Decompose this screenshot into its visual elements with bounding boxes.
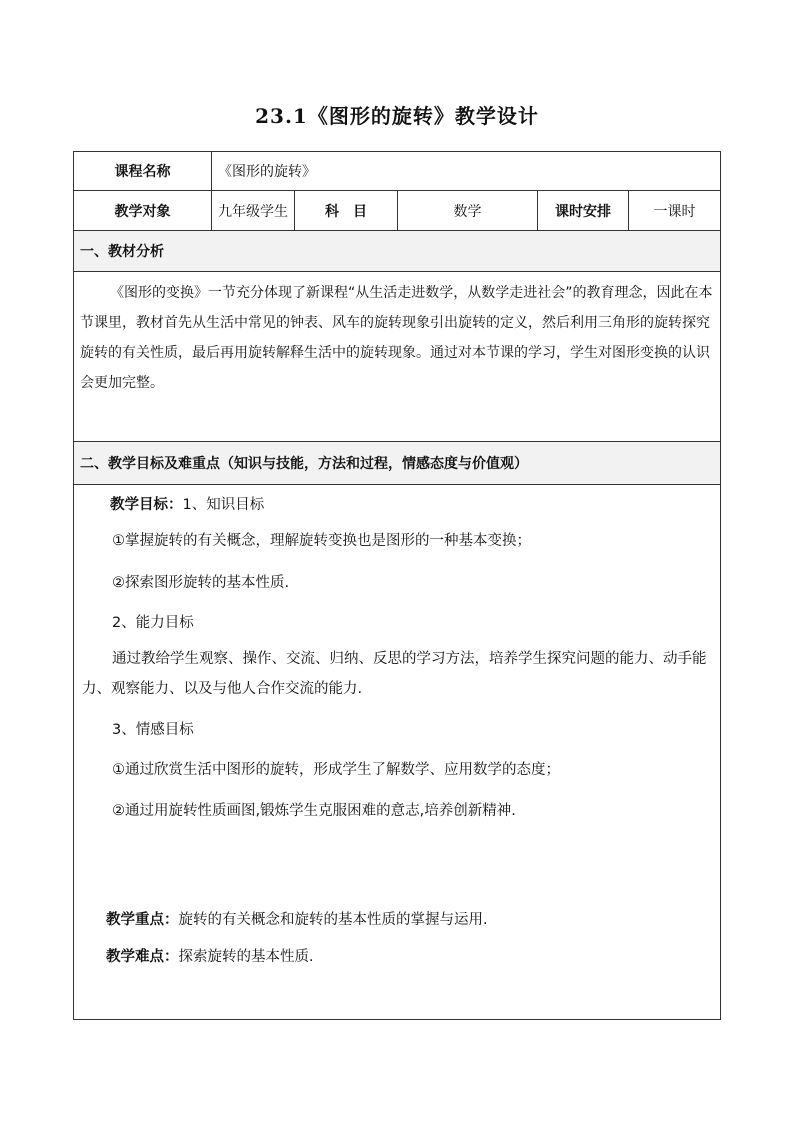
course-name-value: 《图形的旋转》 — [212, 152, 721, 191]
subject-label: 科 目 — [295, 191, 398, 231]
section2-body-row — [74, 485, 721, 1020]
difficulty-line — [106, 945, 314, 966]
key-point-line — [106, 908, 488, 929]
target-value: 九年级学生 — [212, 191, 295, 231]
difficulty-text: 探索旋转的基本性质. — [178, 949, 314, 965]
hours-value: 一课时 — [629, 191, 721, 231]
goal1-item-a: ①掌握旋转的有关概念，理解旋转变换也是图形的一种基本变换； — [112, 533, 531, 549]
subject-value: 数学 — [398, 191, 538, 231]
course-name-row — [74, 152, 721, 191]
course-info-row — [74, 191, 721, 231]
goal2-body: 通过教给学生观察、操作、交流、归纳、反思的学习方法，培养学生探究问题的能力、动手能力、观察能力、以及与他人合作交流的能力. — [82, 651, 707, 697]
section2-header-row — [74, 442, 721, 485]
section1-title: 一、教材分析 — [74, 231, 721, 272]
lesson-plan-table — [73, 151, 721, 1020]
section1-paragraph: 《图形的变换》一节充分体现了新课程“从生活走进数学，从数学走进社会”的教育理念，因此在本节课里，教材首先从生活中常见的钟表、风车的旋转现象引出旋转的定义，然后利用三角形的旋转探究旋转的有关性质，最后再用旋转解释生活中的旋转现象。通过对本节课的学习，学生对图形变换的认识会更加完整。 — [80, 285, 713, 391]
section1-body-row — [74, 272, 721, 442]
section2-body-cell — [74, 485, 721, 1020]
difficulty-label: 教学难点： — [106, 949, 179, 965]
key-point-label: 教学重点： — [106, 912, 179, 928]
goals-label: 教学目标： — [110, 497, 183, 513]
document-title: 23.1《图形的旋转》教学设计 — [255, 104, 539, 128]
hours-label: 课时安排 — [538, 191, 629, 231]
section1-body-cell — [74, 272, 721, 442]
goal3-title: 3、情感目标 — [112, 722, 194, 738]
section1-header-row — [74, 231, 721, 272]
goal3-item-b: ②通过用旋转性质画图,锻炼学生克服困难的意志,培养创新精神. — [112, 803, 516, 819]
goal2-title: 2、能力目标 — [112, 615, 194, 631]
goal1-title: 1、知识目标 — [182, 497, 265, 513]
course-name-label: 课程名称 — [74, 152, 212, 191]
goals-heading-line — [110, 493, 264, 514]
key-point-text: 旋转的有关概念和旋转的基本性质的掌握与运用. — [178, 912, 488, 928]
target-label: 教学对象 — [74, 191, 212, 231]
section2-title: 二、教学目标及难重点（知识与技能，方法和过程，情感态度与价值观） — [74, 442, 721, 485]
goal3-item-a: ①通过欣赏生活中图形的旋转，形成学生了解数学、应用数学的态度； — [112, 762, 560, 778]
goal1-item-b: ②探索图形旋转的基本性质. — [112, 575, 290, 591]
